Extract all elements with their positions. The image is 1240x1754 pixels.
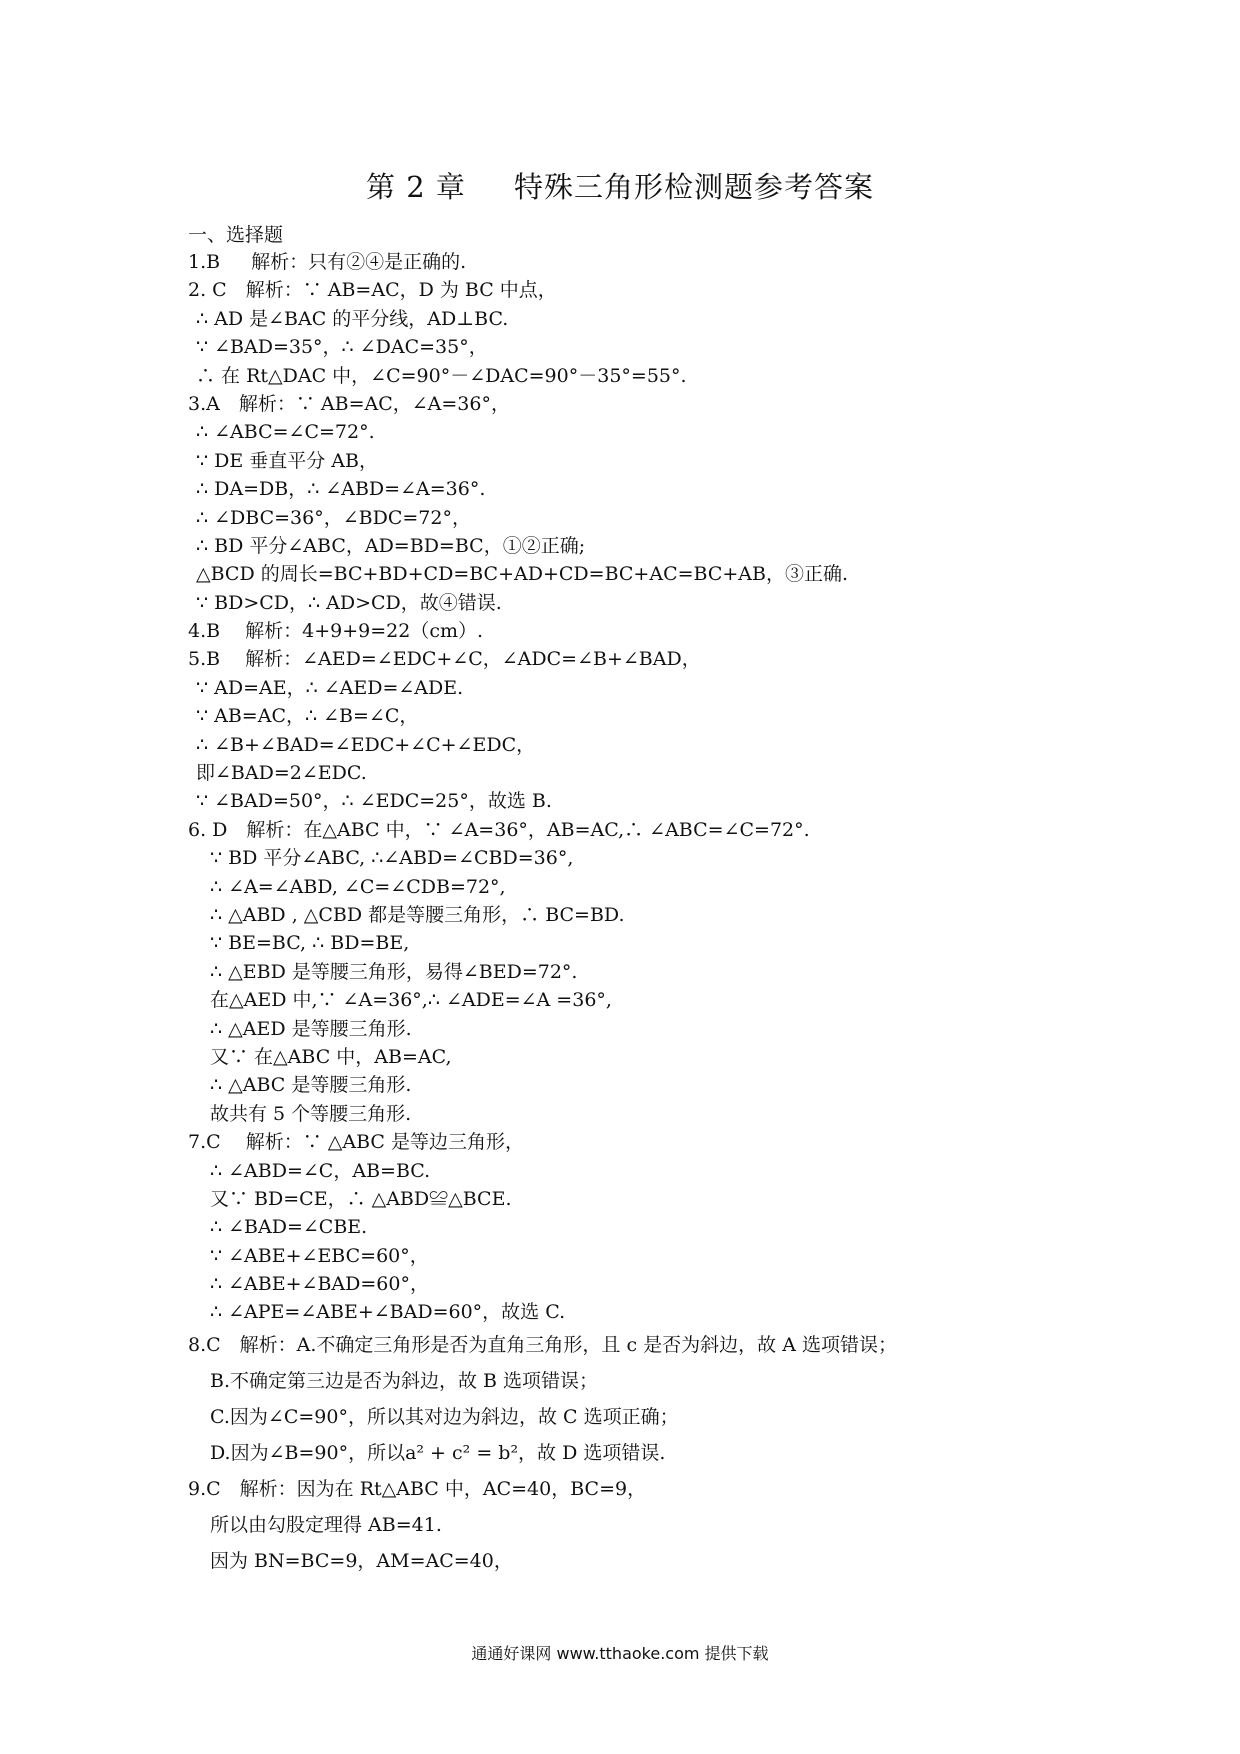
answer-line: ∵ ∠ABE+∠EBC=60°，	[210, 1244, 429, 1267]
answer-line: ∵ ∠BAD=50°，∴ ∠EDC=25°，故选 B.	[196, 790, 552, 813]
answer-line: ∴ BD 平分∠ABC，AD=BD=BC，①②正确;	[196, 534, 586, 557]
answer-line: ∵ DE 垂直平分 AB，	[196, 449, 378, 472]
answer-line: ∴ △ABC 是等腰三角形.	[210, 1074, 412, 1097]
answer-line: 在△AED 中,∵ ∠A=36°,∴ ∠ADE=∠A =36°,	[210, 989, 612, 1012]
answer-line: ∴ ∠ABD=∠C，AB=BC.	[210, 1159, 431, 1182]
page-title	[0, 165, 1240, 206]
answer-line: ∴ ∠A=∠ABD, ∠C=∠CDB=72°,	[210, 875, 506, 898]
answer-line: B.不确定第三边是否为斜边，故 B 选项错误；	[210, 1369, 599, 1392]
answer-line: ∵ AB=AC，∴ ∠B=∠C，	[196, 705, 419, 728]
answer-line: ∴ DA=DB，∴ ∠ABD=∠A=36°.	[196, 478, 486, 501]
answer-line: 3.A 解析：∵ AB=AC，∠A=36°，	[188, 392, 510, 415]
answer-line: 故共有 5 个等腰三角形.	[210, 1102, 412, 1125]
answer-line: ∵ ∠BAD=35°，∴ ∠DAC=35°，	[196, 336, 488, 359]
section-heading: 一、选择题	[188, 224, 284, 246]
answer-line: ∴ AD 是∠BAC 的平分线，AD⊥BC.	[196, 307, 509, 330]
answer-line: C.因为∠C=90°，所以其对边为斜边，故 C 选项正确；	[210, 1405, 679, 1428]
title-text: 特殊三角形检测题参考答案	[513, 170, 874, 204]
answer-line: 又∵ 在△ABC 中，AB=AC,	[210, 1045, 452, 1068]
answer-line: ∴ △ABD , △CBD 都是等腰三角形，∴ BC=BD.	[210, 903, 625, 926]
answer-line: ∴ 在 Rt△DAC 中，∠C=90°－∠DAC=90°－35°=55°.	[196, 364, 687, 387]
answer-line: 因为 BN=BC=9，AM=AC=40，	[210, 1549, 513, 1572]
answer-line: 4.B 解析：4+9+9=22（cm）.	[188, 620, 484, 643]
answer-line: △BCD 的周长=BC+BD+CD=BC+AD+CD=BC+AC=BC+AB，③正确.	[196, 563, 849, 586]
answer-line: ∴ ∠APE=∠ABE+∠BAD=60°，故选 C.	[210, 1301, 566, 1324]
answer-line: 6. D 解析：在△ABC 中，∵ ∠A=36°，AB=AC,∴ ∠ABC=∠C=72°.	[188, 818, 810, 841]
answer-line: ∵ BD>CD，∴ AD>CD，故④错误.	[196, 591, 502, 614]
answer-line: D.因为∠B=90°，所以a² + c² = b²，故 D 选项错误.	[210, 1441, 666, 1464]
answer-lines	[188, 248, 1188, 1579]
answer-line: ∴ ∠ABC=∠C=72°.	[196, 421, 375, 444]
answer-line: ∵ BE=BC, ∴ BD=BE,	[210, 932, 410, 955]
answer-line: ∴ ∠DBC=36°，∠BDC=72°，	[196, 506, 471, 529]
answer-line: ∵ BD 平分∠ABC, ∴∠ABD=∠CBD=36°,	[210, 847, 574, 870]
chapter-label: 第 2 章	[366, 170, 466, 204]
answer-line: ∴ ∠B+∠BAD=∠EDC+∠C+∠EDC，	[196, 733, 536, 756]
answer-line: 9.C 解析：因为在 Rt△ABC 中，AC=40，BC=9，	[188, 1477, 647, 1500]
footer-watermark: 通通好课网 www.tthaoke.com 提供下载	[471, 1644, 769, 1663]
answer-line: ∴ △EBD 是等腰三角形，易得∠BED=72°.	[210, 960, 578, 983]
answer-line: 所以由勾股定理得 AB=41.	[210, 1513, 442, 1536]
answer-line: ∴ △AED 是等腰三角形.	[210, 1017, 412, 1040]
answer-line: ∴ ∠BAD=∠CBE.	[210, 1216, 368, 1239]
answer-line: 5.B 解析：∠AED=∠EDC+∠C，∠ADC=∠B+∠BAD，	[188, 648, 701, 671]
answer-line: 又∵ BD=CE，∴ △ABD≌△BCE.	[210, 1187, 512, 1210]
answer-line: ∵ AD=AE，∴ ∠AED=∠ADE.	[196, 676, 464, 699]
answer-line: 7.C 解析：∵ △ABC 是等边三角形，	[188, 1131, 524, 1154]
answer-line: 8.C 解析：A.不确定三角形是否为直角三角形，且 c 是否为斜边，故 A 选项错误；	[188, 1333, 897, 1356]
answer-line: 即∠BAD=2∠EDC.	[196, 762, 367, 785]
answer-line: ∴ ∠ABE+∠BAD=60°，	[210, 1273, 429, 1296]
answer-line: 2. C 解析：∵ AB=AC，D 为 BC 中点，	[188, 279, 557, 302]
answer-line: 1.B 解析：只有②④是正确的.	[188, 251, 467, 273]
